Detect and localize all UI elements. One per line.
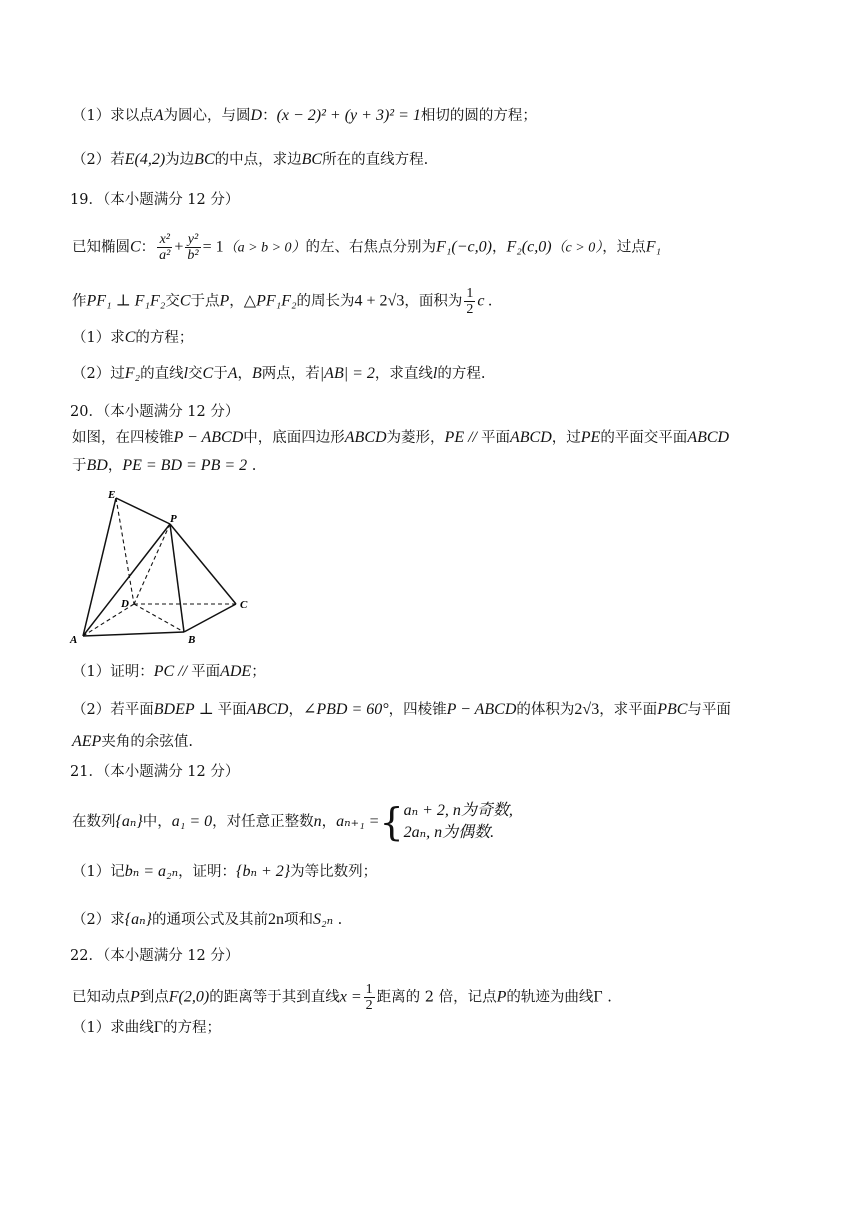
frac-numerator: 1 — [466, 286, 474, 301]
q18-p1-label: （1）求以点 — [72, 108, 154, 124]
q20-p1-end: ； — [251, 664, 266, 680]
math-triangle: △PF₁F₂ — [243, 292, 297, 310]
q20-header: 20．（本小题满分 12 分） — [70, 404, 240, 420]
q20-l1-b: 中，底面四边形 — [243, 430, 345, 446]
q19-p2-g: ，求直线 — [374, 366, 433, 382]
q19-p2-f: 两点，若 — [261, 366, 320, 382]
math-perp: PF₁ ⊥ F₁F₂ — [86, 292, 166, 310]
frac-denominator: 2 — [365, 998, 373, 1013]
q20-p2-label: （2）若平面 — [72, 702, 154, 718]
q20-p2-end: 夹角的余弦值. — [101, 734, 193, 750]
q21-p2-label: （2）求 — [72, 912, 125, 928]
q19-text-b: 的左、右焦点分别为 — [305, 239, 437, 256]
q20-p2-a: 平面 — [217, 702, 247, 718]
frac-denominator: a² — [159, 248, 171, 263]
math-c: C — [130, 238, 141, 256]
brace-left: { — [379, 800, 404, 844]
edge-ed — [116, 498, 134, 604]
plus-sign: + — [174, 238, 184, 256]
math-c: C — [124, 329, 136, 346]
math-bdep: BDEP — [153, 701, 195, 718]
q18-p2-end: 所在的直线方程. — [322, 152, 429, 168]
q22-line1 — [72, 982, 612, 1013]
q19-text-e: ，过点 — [602, 239, 646, 256]
q19-part1 — [72, 328, 193, 348]
q21-line1 — [72, 798, 513, 846]
q20-p2-c: ，四棱锥 — [388, 702, 447, 718]
math-abcd: ABCD — [344, 429, 387, 446]
math-d: D — [250, 107, 263, 124]
q18-part1 — [72, 106, 537, 126]
math-c: C — [202, 365, 214, 382]
q19-p2-end: 的方程. — [437, 366, 486, 382]
q18-p1-text: 为圆心，与圆 — [163, 108, 251, 124]
label-c: C — [240, 599, 248, 611]
q18-p2-label: （2）若 — [72, 152, 125, 168]
colon: ： — [140, 239, 156, 256]
q21-part1 — [72, 862, 377, 882]
frac-numerator: 1 — [365, 982, 373, 997]
fraction-x2-a2 — [157, 232, 172, 263]
q21-p1-end: 为等比数列； — [290, 864, 378, 880]
q18-p2-text2: 的中点，求边 — [214, 152, 302, 168]
q22-l1-a: 已知动点 — [72, 989, 130, 1006]
math-sequence: {aₙ} — [115, 813, 143, 830]
math-ade: ADE — [220, 663, 252, 680]
q19-p2-label: （2）过 — [72, 366, 125, 382]
edge-ep — [116, 498, 170, 524]
q20-l1-c: 为菱形， — [386, 430, 445, 446]
period: . — [602, 989, 612, 1006]
math-bc: BC — [194, 151, 215, 168]
math-aep: AEP — [72, 733, 102, 750]
label-a: A — [70, 634, 78, 646]
q21-p2-a: 的通项公式及其前 — [152, 912, 269, 928]
equals-one: = 1 — [202, 238, 224, 256]
math-abcd: ABCD — [509, 429, 552, 446]
math-c: C — [179, 292, 191, 310]
q19-l2-c: 于点 — [190, 293, 220, 310]
math-pyramid: P − ABCD — [173, 429, 244, 446]
frac-denominator: b² — [187, 248, 199, 263]
math-pbc: PBC — [657, 701, 688, 718]
condition-c: （c > 0） — [551, 240, 603, 256]
q22-l1-d: 距离的 2 倍，记点 — [376, 989, 497, 1006]
q21-l1-a: 在数列 — [72, 814, 116, 830]
q21-p1-label: （1）记 — [72, 864, 125, 880]
q21-l1-b: 中， — [142, 814, 172, 830]
q19-p1-end: 的方程； — [135, 330, 194, 346]
pyramid-figure — [64, 486, 254, 646]
q19-p1-label: （1）求 — [72, 330, 125, 346]
q22-p1-label: （1）求曲线 — [72, 1020, 154, 1036]
math-a1: a₁ = 0 — [171, 813, 213, 830]
q19-l2-b: 交 — [165, 293, 180, 310]
math-pe: PE — [580, 429, 601, 446]
fraction-half — [364, 982, 375, 1013]
q20-l1-f: 的平面交平面 — [600, 430, 688, 446]
math-point-e: E(4,2) — [124, 151, 166, 168]
period: . — [333, 912, 343, 928]
math-volume: 2√3 — [574, 701, 600, 718]
q21-p2-b: 项和 — [284, 912, 314, 928]
q19-l2-e: 的周长为 — [296, 293, 355, 310]
math-pc-parallel: PC // — [153, 663, 192, 680]
math-p: P — [130, 988, 140, 1006]
math-B: B — [251, 365, 262, 382]
q19-line2 — [72, 286, 492, 317]
math-f2: F₂ — [124, 365, 141, 382]
fraction-y2-b2 — [185, 232, 200, 263]
label-d: D — [121, 598, 129, 610]
q20-l1-d: 平面 — [480, 430, 510, 446]
q19-l2-f: ，面积为 — [404, 293, 463, 310]
q22-l1-e: 的轨迹为曲线 — [506, 989, 594, 1006]
math-gamma: Γ — [593, 988, 603, 1006]
math-perimeter: 4 + 2√3 — [354, 292, 405, 310]
math-a: A — [153, 107, 164, 124]
q19-line1 — [72, 232, 661, 263]
comma: ， — [107, 458, 123, 474]
edge-pc — [170, 524, 236, 604]
q19-p2-b: 交 — [188, 366, 203, 382]
q21-header: 21．（本小题满分 12 分） — [70, 764, 240, 780]
math-s2n: S₂ₙ — [313, 911, 334, 928]
q22-header: 22．（本小题满分 12 分） — [70, 948, 240, 964]
q20-l2-a: 于 — [72, 458, 87, 474]
focus-f1: F₁(−c,0) — [436, 238, 492, 256]
math-p: P — [219, 292, 230, 310]
piecewise-cases — [404, 800, 513, 844]
focus-f2: F₂(c,0) — [506, 238, 552, 256]
q20-p1-label: （1）证明： — [72, 664, 154, 680]
edge-bc — [184, 604, 236, 632]
q19-part2 — [72, 364, 485, 384]
frac-numerator: x² — [157, 232, 172, 248]
label-p: P — [170, 513, 177, 525]
math-A: A — [227, 365, 238, 382]
math-equal-lengths: PE = BD = PB = 2 — [122, 457, 248, 474]
comma: ， — [237, 366, 252, 382]
q19-header: 19．（本小题满分 12 分） — [70, 192, 240, 208]
math-bc-2: BC — [301, 151, 323, 168]
math-angle: ∠PBD = 60° — [302, 701, 389, 718]
math-abs-ab: |AB| = 2 — [319, 365, 375, 382]
q20-l1-a: 如图，在四棱锥 — [72, 430, 174, 446]
comma: ， — [288, 702, 303, 718]
fraction-half — [464, 286, 475, 317]
q20-p2-d: 的体积为 — [516, 702, 575, 718]
q19-text-a: 已知椭圆 — [72, 239, 130, 256]
math-gamma: Γ — [153, 1019, 163, 1036]
comma: ， — [321, 814, 337, 830]
math-l: l — [183, 365, 189, 382]
q19-p2-d: 于 — [213, 366, 228, 382]
q22-part1 — [72, 1018, 221, 1038]
case-even: 2aₙ, n为偶数. — [403, 824, 495, 841]
math-p: P — [496, 988, 507, 1006]
condition-ab: （a > b > 0） — [223, 240, 306, 256]
math-bn: bₙ = a₂ₙ — [124, 863, 179, 880]
math-c-area: c . — [477, 292, 493, 310]
math-sequence: {aₙ} — [124, 911, 153, 928]
q22-p1-end: 的方程； — [162, 1020, 221, 1036]
edge-db — [134, 604, 184, 632]
math-an1: aₙ₊₁ = — [336, 813, 380, 830]
case-odd: aₙ + 2, n为奇数, — [403, 802, 513, 819]
circle-equation: (x − 2)² + (y + 3)² = 1 — [276, 107, 421, 124]
q20-l1-e: ，过 — [551, 430, 581, 446]
q19-l2-a: 作 — [72, 293, 87, 310]
perp-sign: ⊥ — [194, 701, 218, 718]
math-x-eq: x = — [339, 988, 362, 1006]
label-e: E — [108, 489, 116, 501]
frac-numerator: y² — [185, 232, 200, 248]
math-f-point: F(2,0) — [168, 988, 210, 1006]
q22-l1-b: 到点 — [139, 989, 169, 1006]
edge-pb — [170, 524, 184, 632]
q20-line2 — [72, 456, 256, 476]
colon: ： — [262, 108, 277, 124]
math-f1: F₁ — [645, 238, 662, 256]
math-2n: 2n — [268, 911, 285, 928]
math-pe-parallel: PE // — [444, 429, 481, 446]
q21-p1-a: ，证明： — [178, 864, 237, 880]
math-n: n — [313, 813, 322, 830]
edge-ab — [83, 632, 184, 636]
q21-part2 — [72, 910, 342, 930]
q18-part2 — [72, 150, 428, 170]
q22-l1-c: 的距离等于其到直线 — [209, 989, 340, 1006]
comma: ， — [491, 239, 507, 256]
q20-part2-line2 — [72, 732, 193, 752]
q18-p1-end: 相切的圆的方程； — [420, 108, 537, 124]
math-pyramid: P − ABCD — [446, 701, 517, 718]
frac-denominator: 2 — [466, 302, 474, 317]
math-l: l — [432, 365, 438, 382]
comma: ， — [229, 293, 244, 310]
q20-p2-e: ，求平面 — [599, 702, 658, 718]
q20-part2 — [72, 700, 731, 720]
q20-part1 — [72, 662, 266, 682]
q20-p2-f: 与平面 — [687, 702, 731, 718]
q19-p2-a: 的直线 — [140, 366, 184, 382]
q20-p1-a: 平面 — [191, 664, 221, 680]
math-bd: BD — [86, 457, 108, 474]
math-bn-set: {bₙ + 2} — [236, 863, 291, 880]
q18-p2-text: 为边 — [165, 152, 195, 168]
label-b: B — [188, 634, 196, 646]
math-abcd: ABCD — [246, 701, 289, 718]
period: . — [247, 458, 257, 474]
math-abcd: ABCD — [687, 429, 730, 446]
q20-line1 — [72, 428, 729, 448]
q21-l1-c: ，对任意正整数 — [212, 814, 314, 830]
